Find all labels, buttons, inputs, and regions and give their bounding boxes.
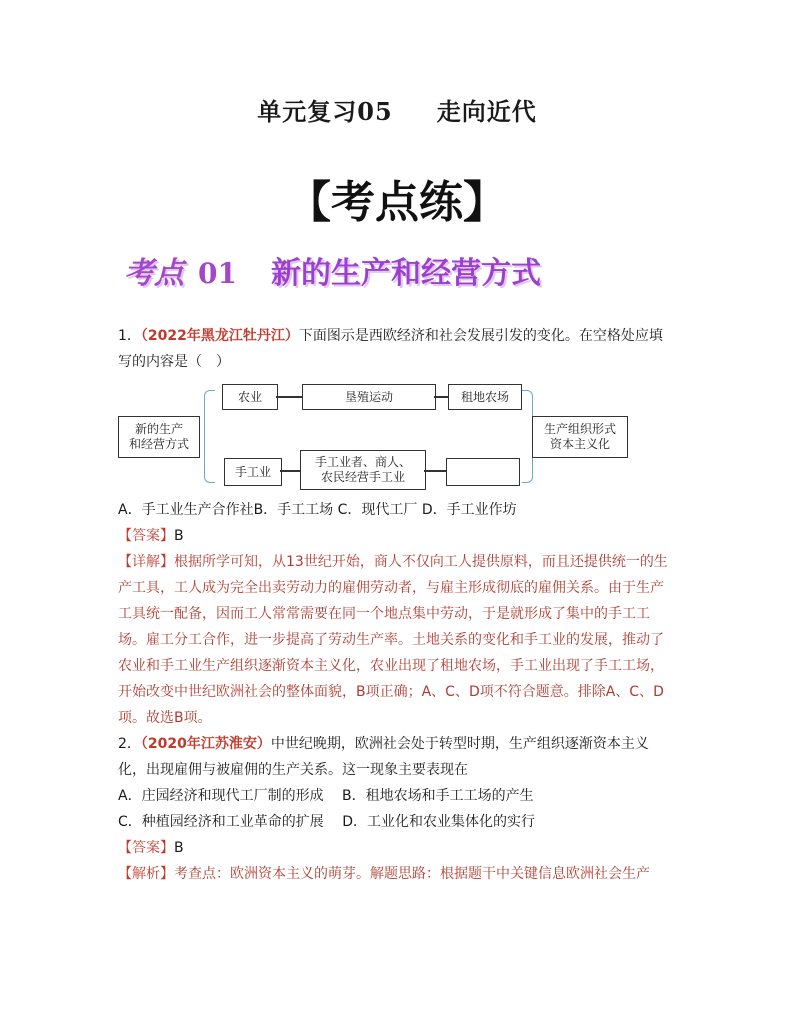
section-title: 【考点练】 xyxy=(287,177,507,228)
detail-line: 产工具，工人成为完全出卖劳动力的雇佣劳动者，与雇主形成彻底的雇佣关系。由于生产 xyxy=(118,580,664,596)
diagram-line xyxy=(434,396,448,398)
q2-options-cd: C．种植园经济和工业革命的扩展 D．工业化和农业集体化的实行 xyxy=(118,814,536,830)
detail-line: 工具统一配备，因而工人常常需要在同一个地点集中劳动，于是就形成了集中的手工工 xyxy=(118,606,650,622)
analysis-tag: 【解析】 xyxy=(118,866,174,882)
analysis-text: 考查点：欧洲资本主义的萌芽。解题思路：根据题干中关键信息欧洲社会生产 xyxy=(174,866,650,882)
detail-tag: 【详解】 xyxy=(118,554,174,570)
detail-line: 场。雇工分工合作，进一步提高了劳动生产率。土地关系的变化和手工业的发展，推动了 xyxy=(118,632,664,648)
kaodian-label: 考点 xyxy=(124,256,184,291)
answer-tag: 【答案】 xyxy=(118,840,174,856)
q1-stem-text-1: 下面图示是西欧经济和社会发展引发的变化。在空格处应填 xyxy=(298,328,663,344)
q1-answer xyxy=(118,523,684,549)
diagram-box-reclamation: 垦殖运动 xyxy=(302,384,436,410)
diagram-left-bracket xyxy=(204,390,215,483)
q2-options-ab: A．庄园经济和现代工厂制的形成 B．租地农场和手工工场的产生 xyxy=(118,788,534,804)
q2-stem-line-1 xyxy=(118,731,684,757)
diagram-box-craftsmen xyxy=(300,450,426,490)
q1-source: （2022年黑龙江牡丹江） xyxy=(140,328,299,344)
answer-value: B xyxy=(174,528,184,544)
q2-answer xyxy=(118,835,684,861)
answer-value: B xyxy=(174,840,184,856)
q1-stem xyxy=(118,323,684,375)
diagram-box-new-production xyxy=(118,416,200,458)
page-title xyxy=(0,92,794,127)
diagram-line xyxy=(424,470,446,472)
q1-number: 1． xyxy=(118,328,141,344)
diagram-text-craftsmen: 手工业者、商人、 农民经营手工业 xyxy=(314,455,411,484)
diagram-box-agriculture: 农业 xyxy=(222,384,278,410)
unit-topic: 走向近代 xyxy=(436,97,537,126)
q1-options: A．手工业生产合作社B．手工工场 C．现代工厂 D．手工业作坊 xyxy=(118,502,517,518)
detail-line: 根据所学可知，从13世纪开始，商人不仅向工人提供原料，而且还提供统一的生 xyxy=(174,554,668,570)
diagram-box-handicraft: 手工业 xyxy=(224,458,282,486)
diagram-box-leased-farm: 租地农场 xyxy=(448,384,522,410)
answer-tag: 【答案】 xyxy=(118,528,174,544)
kaodian-heading xyxy=(124,248,541,298)
q2-stem-text-1: 中世纪晚期，欧洲社会处于转型时期，生产组织逐渐资本主义 xyxy=(270,736,649,752)
detail-line: 农业和手工业生产组织逐渐资本主义化，农业出现了租地农场，手工业出现了手工工场， xyxy=(118,658,664,674)
q2-stem-line-2: 化，出现雇佣与被雇佣的生产关系。这一现象主要表现在 xyxy=(118,762,468,778)
diagram-line xyxy=(280,470,300,472)
diagram-text-new-production: 新的生产 和经营方式 xyxy=(128,422,189,451)
q1-stem-line-2: 写的内容是（ ） xyxy=(118,354,230,370)
q1-diagram xyxy=(118,380,630,492)
q1-detail xyxy=(118,549,684,731)
diagram-box-blank xyxy=(446,458,520,486)
diagram-text-capitalism: 生产组织形式 资本主义化 xyxy=(543,422,616,451)
kaodian-title: 新的生产和经营方式 xyxy=(270,256,541,291)
detail-line: 开始改变中世纪欧洲社会的整体面貌，B项正确；A、C、D项不符合题意。排除A、C、D xyxy=(118,684,664,700)
q2-source: （2020年江苏淮安） xyxy=(140,736,271,752)
q2-analysis xyxy=(118,861,684,887)
diagram-box-capitalism xyxy=(532,416,628,458)
diagram-line xyxy=(276,396,302,398)
unit-label: 单元复习05 xyxy=(257,97,393,126)
q1-body xyxy=(118,497,684,887)
detail-line: 项。故选B项。 xyxy=(118,710,212,726)
q1-stem-line-1 xyxy=(118,323,684,349)
q2-number: 2． xyxy=(118,736,141,752)
kaodian-number: 01 xyxy=(198,257,237,290)
